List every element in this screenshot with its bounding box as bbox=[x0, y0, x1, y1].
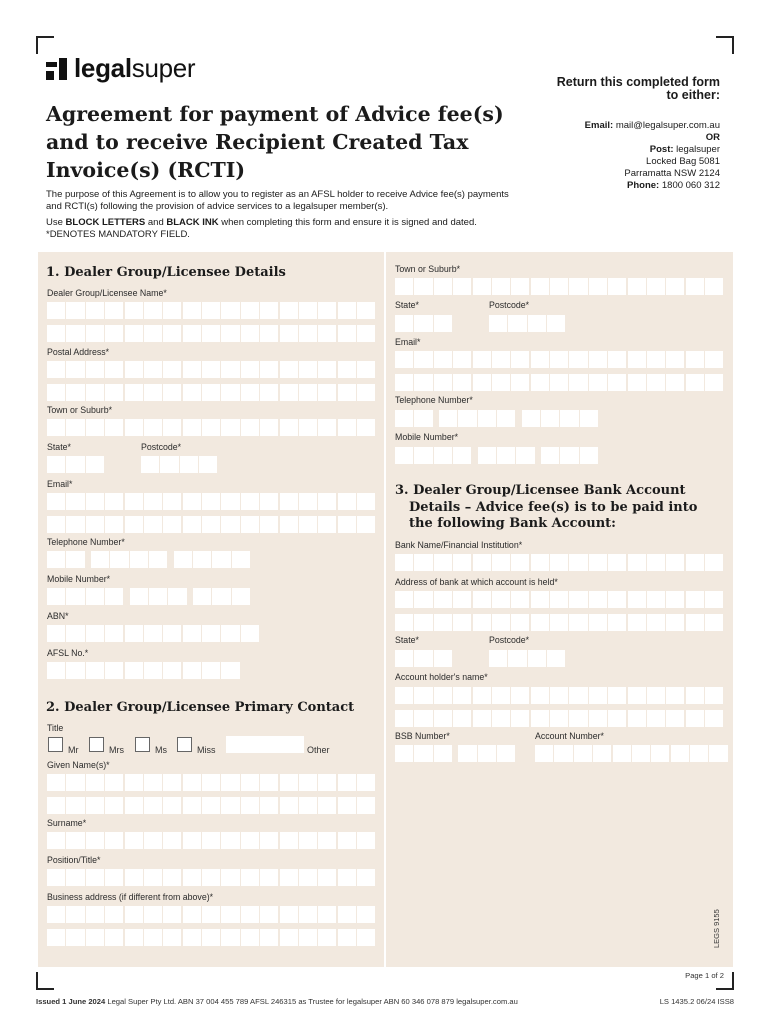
return-email-link[interactable]: mail@legalsuper.com.au bbox=[613, 120, 720, 131]
title-mr-checkbox[interactable] bbox=[48, 737, 63, 752]
business-address-field-line2[interactable] bbox=[47, 929, 375, 946]
email-field-line1[interactable] bbox=[47, 493, 375, 510]
logo-wordmark: legalsuper bbox=[74, 53, 196, 83]
contact-town-field[interactable] bbox=[395, 278, 723, 295]
mandatory-note: *DENOTES MANDATORY FIELD. bbox=[46, 229, 190, 240]
dealer-name-field-line2[interactable] bbox=[47, 325, 375, 342]
return-email: Email: mail@legalsuper.com.au bbox=[584, 120, 720, 131]
given-names-field-line1[interactable] bbox=[47, 774, 375, 791]
title-other-label: Other bbox=[307, 745, 330, 755]
return-or: OR bbox=[705, 132, 720, 143]
contact-postcode-field[interactable] bbox=[489, 315, 565, 332]
bsb-field[interactable] bbox=[395, 745, 515, 762]
afsl-field[interactable] bbox=[47, 662, 240, 679]
town-field[interactable] bbox=[47, 419, 375, 436]
postal-address-label: Postal Address* bbox=[47, 347, 110, 357]
bank-address-label: Address of bank at which account is held* bbox=[395, 577, 558, 587]
telephone-field[interactable] bbox=[47, 551, 250, 568]
bsb-label: BSB Number* bbox=[395, 731, 450, 741]
given-names-field-line2[interactable] bbox=[47, 797, 375, 814]
position-label: Position/Title* bbox=[47, 855, 101, 865]
contact-town-label: Town or Suburb* bbox=[395, 264, 461, 274]
intro-text bbox=[46, 189, 516, 245]
account-holder-label: Account holder's name* bbox=[395, 672, 488, 682]
surname-label: Surname* bbox=[47, 818, 87, 828]
bank-address-field-line1[interactable] bbox=[395, 591, 723, 608]
account-holder-field-line1[interactable] bbox=[395, 687, 723, 704]
side-document-code: LEGS 9155 bbox=[712, 909, 721, 948]
return-heading: Return this completed form to either: bbox=[556, 75, 720, 102]
title-miss-label: Miss bbox=[197, 745, 216, 755]
title-mrs-checkbox[interactable] bbox=[89, 737, 104, 752]
return-post: Post: legalsuper bbox=[649, 144, 720, 155]
contact-state-label: State* bbox=[395, 300, 419, 310]
postcode-label: Postcode* bbox=[141, 442, 182, 452]
email-label: Email* bbox=[47, 479, 73, 489]
contact-postcode-label: Postcode* bbox=[489, 300, 530, 310]
bank-address-field-line2[interactable] bbox=[395, 614, 723, 631]
purpose-text: The purpose of this Agreement is to allow you to register as an AFSL holder to receive Advice fee(s) payments and RCTI(s) following the provision of advice services to a legalsuper member(s). bbox=[46, 189, 509, 212]
abn-field[interactable] bbox=[47, 625, 259, 642]
bank-state-field[interactable] bbox=[395, 650, 452, 667]
state-field[interactable] bbox=[47, 456, 104, 473]
page-title: Agreement for payment of Advice fee(s) and to receive Recipient Created Tax Invoice(s) (RCTI) bbox=[46, 102, 504, 182]
mobile-field[interactable] bbox=[47, 588, 250, 605]
logo-mark-icon bbox=[46, 58, 68, 80]
title-other-field[interactable] bbox=[226, 736, 304, 753]
state-label: State* bbox=[47, 442, 71, 452]
bank-name-field[interactable] bbox=[395, 554, 723, 571]
contact-mobile-field[interactable] bbox=[395, 447, 598, 464]
town-label: Town or Suburb* bbox=[47, 405, 113, 415]
afsl-label: AFSL No.* bbox=[47, 648, 89, 658]
section-2-heading: 2. Dealer Group/Licensee Primary Contact bbox=[46, 700, 355, 715]
legalsuper-logo bbox=[46, 53, 195, 84]
account-holder-field-line2[interactable] bbox=[395, 710, 723, 727]
telephone-label: Telephone Number* bbox=[47, 537, 125, 547]
contact-state-field[interactable] bbox=[395, 315, 452, 332]
email-field-line2[interactable] bbox=[47, 516, 375, 533]
surname-field[interactable] bbox=[47, 832, 375, 849]
title-label: Title bbox=[47, 723, 64, 733]
postal-address-field-line1[interactable] bbox=[47, 361, 375, 378]
title-ms-label: Ms bbox=[155, 745, 167, 755]
abn-label: ABN* bbox=[47, 611, 69, 621]
contact-telephone-field[interactable] bbox=[395, 410, 598, 427]
contact-email-label: Email* bbox=[395, 337, 421, 347]
mobile-label: Mobile Number* bbox=[47, 574, 111, 584]
postal-address-field-line2[interactable] bbox=[47, 384, 375, 401]
dealer-name-label: Dealer Group/Licensee Name* bbox=[47, 288, 167, 298]
bank-state-label: State* bbox=[395, 635, 419, 645]
section-3-heading: 3. Dealer Group/Licensee Bank Account Details – Advice fee(s) is to be paid into the following Bank Account: bbox=[395, 483, 698, 531]
crop-mark-top-right bbox=[716, 36, 734, 54]
postcode-field[interactable] bbox=[141, 456, 217, 473]
page-number: Page 1 of 2 bbox=[685, 971, 724, 980]
footer-legal: Issued 1 June 2024 Legal Super Pty Ltd. ABN 37 004 455 789 AFSL 246315 as Trustee for legalsuper ABN 60 346 078 879 legalsuper.com.au bbox=[36, 997, 518, 1006]
crop-mark-top-left bbox=[36, 36, 54, 54]
section-1-heading: 1. Dealer Group/Licensee Details bbox=[46, 265, 286, 280]
return-post-line3: Parramatta NSW 2124 bbox=[624, 168, 720, 179]
contact-email-field-line2[interactable] bbox=[395, 374, 723, 391]
given-names-label: Given Name(s)* bbox=[47, 760, 110, 770]
title-mr-label: Mr bbox=[68, 745, 79, 755]
bank-postcode-label: Postcode* bbox=[489, 635, 530, 645]
title-miss-checkbox[interactable] bbox=[177, 737, 192, 752]
account-number-label: Account Number* bbox=[535, 731, 604, 741]
contact-mobile-label: Mobile Number* bbox=[395, 432, 459, 442]
return-info bbox=[500, 76, 720, 192]
account-number-field[interactable] bbox=[535, 745, 728, 762]
position-field[interactable] bbox=[47, 869, 375, 886]
column-divider bbox=[384, 252, 386, 967]
instruction-text: Use BLOCK LETTERS and BLACK INK when completing this form and ensure it is signed and dated. *DENOTES MANDATORY FIELD. bbox=[46, 217, 477, 240]
crop-mark-bottom-left bbox=[36, 972, 54, 990]
return-phone: Phone: 1800 060 312 bbox=[627, 180, 720, 191]
bank-postcode-field[interactable] bbox=[489, 650, 565, 667]
contact-email-field-line1[interactable] bbox=[395, 351, 723, 368]
return-post-line2: Locked Bag 5081 bbox=[646, 156, 720, 167]
bank-name-label: Bank Name/Financial Institution* bbox=[395, 540, 523, 550]
title-ms-checkbox[interactable] bbox=[135, 737, 150, 752]
title-mrs-label: Mrs bbox=[109, 745, 124, 755]
footer-code: LS 1435.2 06/24 ISS8 bbox=[659, 997, 734, 1006]
contact-telephone-label: Telephone Number* bbox=[395, 395, 473, 405]
business-address-label: Business address (if different from above)* bbox=[47, 892, 214, 902]
dealer-name-field-line1[interactable] bbox=[47, 302, 375, 319]
business-address-field-line1[interactable] bbox=[47, 906, 375, 923]
